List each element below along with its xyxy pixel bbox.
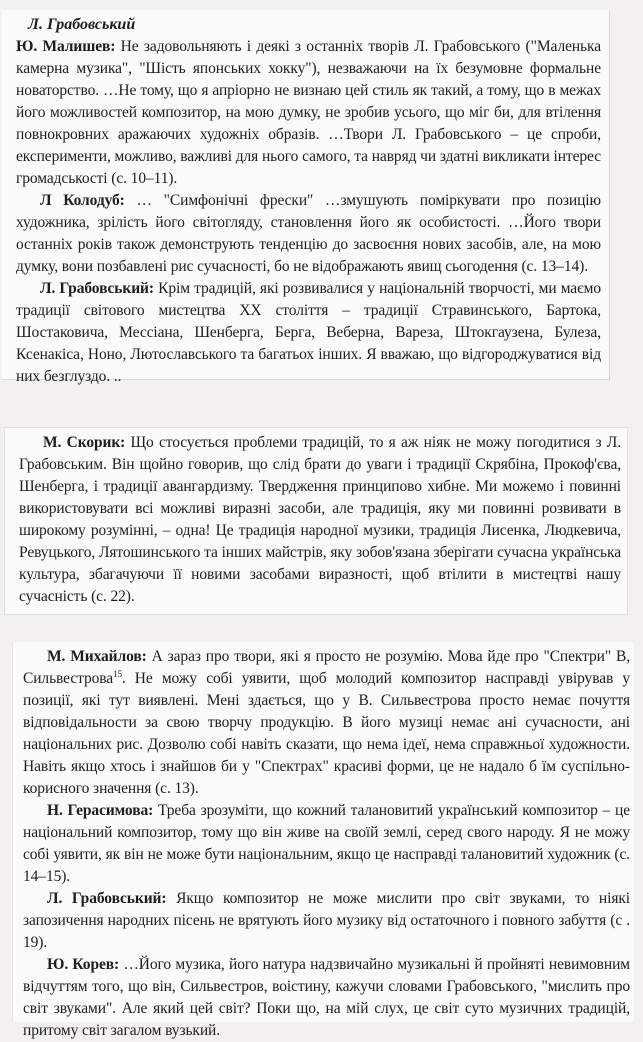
speaker-name: Л. Грабовський: [47, 890, 167, 907]
paragraph-text: Не задовольняють і деякі з останніх творів Л. Грабовського ("Маленька камерна музика", "Шість японських хокку"), незважаючи на їх безумовне формальне новаторство. …Не тому, що я апріорно не визнаю цей стиль як такий, а тому, що в межах його можливостей композитор, на мою думку, не зробив усього, що міг би, для втілення повнокровних аражаючих художніх образів. …Твори Л. Грабовського – це спроби, експерименти, можливо, важливі для нього самого, та навряд чи здатні викликати інтерес громадськості (с. 10–11). [16, 38, 601, 187]
clipping-2 [4, 427, 628, 615]
speaker-name: Ю. Корев: [47, 956, 120, 973]
paragraph-mykhailov [23, 646, 630, 800]
paragraph-text: А зараз про твори, які я просто не розумію. Мова йде про "Спектри" В, Сильвестрова [23, 648, 630, 687]
clipping-heading: Л. Грабовський [28, 16, 136, 33]
paragraph-text: . Не можу собі уявити, щоб молодий композитор насправді увірував у позиції, які тут виявлені. Мені здається, що у В. Сильвестрова просто немає почуття відповідальности за свою творчу продукцію. В його музиці немає ані сучасности, ані національних рис. Дозволю собі навіть сказати, що нема ідеї, нема справжньої художности. Навіть якщо хтось і знайшов би у "Спектрах" красиві форми, це не надало б їм суспільно-корисного значення (с. 13). [23, 670, 630, 797]
paragraph-hrabovsky-2 [23, 888, 630, 954]
speaker-name: Ю. Малишев: [16, 38, 116, 55]
clipping-3 [12, 642, 634, 1039]
speaker-name: М. Михайлов: [47, 648, 147, 665]
clipping-1 [2, 10, 610, 385]
paragraph-herasymova [23, 800, 630, 888]
paragraph-korev [23, 954, 630, 1042]
paragraph-skoryk [19, 432, 621, 608]
paragraph-kolodub [16, 190, 601, 278]
footnote-marker: 15 [113, 668, 122, 679]
speaker-name: Н. Герасимова: [47, 802, 154, 819]
paragraph-text: … "Симфонічні фрески" …змушують поміркувати про позицію художника, зрілість його світогляду, становлення його як особистості. …Його твори останніх років також демонструють тенденцію до засвоєння нових засобів, але, на мою думку, вони позбавлені рис сучасності, бо не відображають явищ сьогодення (с. 13–14). [16, 192, 601, 275]
paragraph-text: Крім традицій, які розвивалися у національній творчості, ми маємо традиції світового мистецтва XX століття – традиції Стравинського, Бартока, Шостаковича, Мессіана, Шенберга, Берга, Веберна, Вареза, Штокгаузена, Булеза, Ксенакіса, Ноно, Лютославського та багатьох інших. Я вважаю, що відгороджуватися від них безглуздо. .. [16, 280, 601, 385]
speaker-name: М. Скорик: [43, 434, 126, 451]
paragraph-text: Якщо композитор не може мислити про світ звуками, то ніякі запозичення народних пісень не врятують його музику від остаточного і повного забуття (с . 19). [23, 890, 630, 951]
paragraph-text: Що стосується проблеми традицій, то я аж ніяк не можу погодитися з Л. Грабовським. Він щойно говорив, що слід брати до уваги і традиції Скрябіна, Прокоф'єва, Шенберга, і традиції авангардизму. Твердження принципово хибне. Ми можемо і повинні використовувати всі можливі виразні засоби, але традиція, яку ми повинні розвивати в широкому розумінні, – одна! Це традиція народної музики, традиція Лисенка, Людкевича, Ревуцького, Лятошинського та інших майстрів, яку зобов'язана зберігати сучасна українська культура, збагачуючи її новими засобами виразності, щоб втілити в мистецтві нашу сучасність (с. 22). [19, 434, 621, 605]
paragraph-text: Треба зрозуміти, що кожний талановитий український композитор – це національний композитор, тому що він живе на своїй землі, серед свого народу. Я не можу собі уявити, як він не може бути національним, якщо це насправді талановитий художник (с. 14–15). [23, 802, 630, 885]
paragraph-hrabovsky [16, 278, 601, 388]
paragraph-malyshev [16, 36, 601, 190]
speaker-name: Л Колодуб: [40, 192, 125, 209]
paragraph-text: …Його музика, його натура надзвичайно музикальні й пройняті невимовним відчуттям того, що він, Сильвестров, воістину, кажучи словами Грабовського, "мислить про світ звуками". Але який цей світ? Поки що, на мій слух, це світ суто музичних традицій, притому світ загалом вузький. [23, 956, 630, 1039]
speaker-name: Л. Грабовський: [40, 280, 154, 297]
